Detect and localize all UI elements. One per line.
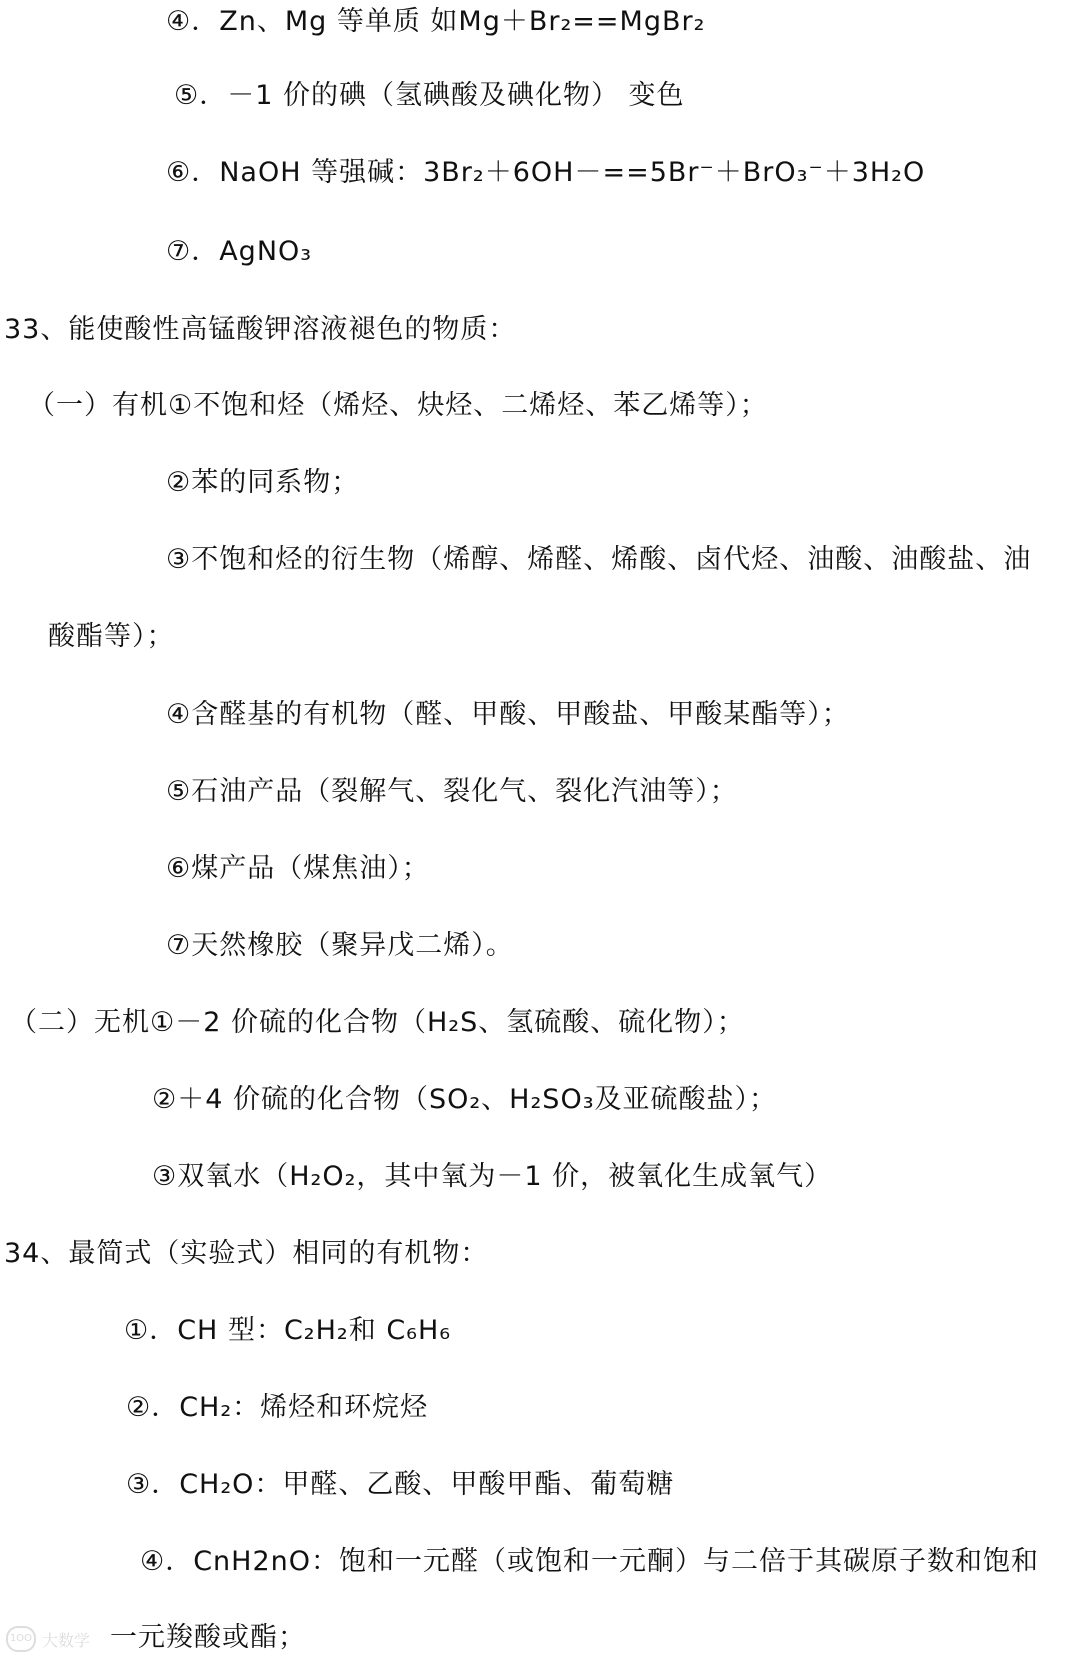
text-line: ②．CH₂：烯烃和环烷烃 [126,1392,429,1423]
text-line: （一）有机①不饱和烃（烯烃、炔烃、二烯烃、苯乙烯等）； [28,390,768,421]
section-heading-33: 33、能使酸性高锰酸钾溶液褪色的物质： [4,314,517,345]
text-line: ⑥煤产品（煤焦油）； [166,853,430,884]
text-line: ①．CH 型：C₂H₂和 C₆H₆ [124,1315,452,1346]
text-line: ②苯的同系物； [166,467,360,498]
text-line: ⑥．NaOH 等强碱：3Br₂＋6OH－==5Br⁻＋BrO₃⁻＋3H₂O [166,157,926,188]
text-line: ③．CH₂O：甲醛、乙酸、甲酸甲酯、葡萄糖 [126,1469,675,1500]
text-line: ⑦．AgNO₃ [166,236,313,267]
text-line: ⑦天然橡胶（聚异戊二烯）。 [166,930,514,961]
text-line: ④．Zn、Mg 等单质 如Mg＋Br₂==MgBr₂ [166,6,706,37]
text-line: ②＋4 价硫的化合物（SO₂、H₂SO₃及亚硫酸盐）； [152,1084,778,1115]
section-heading-34: 34、最简式（实验式）相同的有机物： [4,1238,489,1269]
text-line: 酸酯等）； [48,621,175,652]
text-line: ④含醛基的有机物（醛、甲酸、甲酸盐、甲酸某酯等）； [166,699,850,730]
watermark [6,1626,156,1652]
text-line: ③双氧水（H₂O₂，其中氧为－1 价，被氧化生成氧气） [152,1161,833,1192]
watermark-text: 大数学 [42,1630,91,1650]
text-line: （二）无机①－2 价硫的化合物（H₂S、氢硫酸、硫化物）； [10,1007,745,1038]
text-line: ③不饱和烃的衍生物（烯醇、烯醛、烯酸、卤代烃、油酸、油酸盐、油 [166,544,1032,575]
text-line: 一元羧酸或酯； [110,1622,306,1653]
text-line: ④．CnH2nO：饱和一元醛（或饱和一元酮）与二倍于其碳原子数和饱和 [140,1546,1040,1577]
watermark-logo-icon: 1OO [6,1626,36,1652]
text-line: ⑤石油产品（裂解气、裂化气、裂化汽油等）； [166,776,738,807]
text-line: ⑤．－1 价的碘（氢碘酸及碘化物） 变色 [174,80,685,111]
